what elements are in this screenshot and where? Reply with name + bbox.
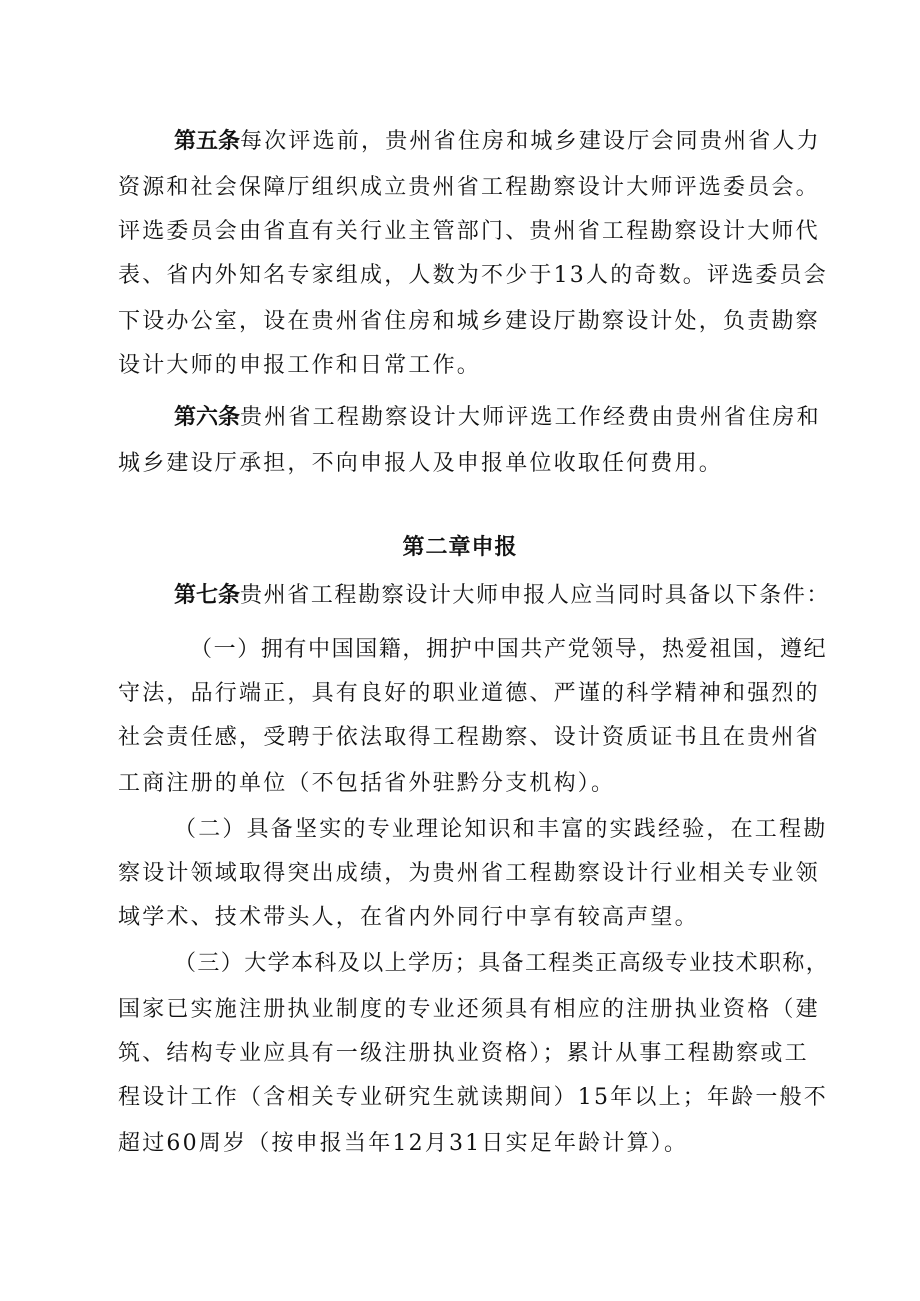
article7-line-1: 第七条贵州省工程勘察设计大师申报人应当同时具备以下条件： [174,583,831,608]
article7-label: 第七条 [174,583,241,608]
item1-line-1: （一）拥有中国国籍，拥护中国共产党领导，热爱祖国，遵纪 [190,637,828,662]
article6-line-1: 第六条贵州省工程勘察设计大师评选工作经费由贵州省住房和 [174,405,821,430]
item3-line-5: 超过60周岁（按申报当年12月31日实足年龄计算）。 [118,1131,689,1156]
item3-line-4: 程设计工作（含相关专业研究生就读期间）15年以上；年龄一般不 [118,1085,828,1110]
item3-line-2: 国家已实施注册执业制度的专业还须具有相应的注册执业资格（建 [118,997,820,1022]
article5-line-5: 下设办公室，设在贵州省住房和城乡建设厅勘察设计处，负责勘察 [118,309,820,334]
chapter-title: 第二章申报 [402,535,518,560]
item2-line-3: 域学术、技术带头人，在省内外同行中享有较高声望。 [118,905,699,930]
article5-line-4: 表、省内外知名专家组成，人数为不少于13人的奇数。评选委员会 [118,263,828,288]
item2-line-1: （二）具备坚实的专业理论知识和丰富的实践经验，在工程勘 [174,817,828,842]
item3-line-1: （三）大学本科及以上学历；具备工程类正高级专业技术职称， [174,951,830,976]
item1-line-2: 守法，品行端正，具有良好的职业道德、严谨的科学精神和强烈的 [118,681,820,706]
article5-line-1: 第五条每次评选前，贵州省住房和城乡建设厅会同贵州省人力 [174,129,821,154]
article5-label: 第五条 [174,129,241,154]
article5-line-2: 资源和社会保障厅组织成立贵州省工程勘察设计大师评选委员会。 [118,175,820,200]
article5-line-3: 评选委员会由省直有关行业主管部门、贵州省工程勘察设计大师代 [118,219,820,244]
item1-line-4: 工商注册的单位（不包括省外驻黔分支机构）。 [118,771,616,796]
article6-label: 第六条 [174,405,241,430]
item3-line-3: 筑、结构专业应具有一级注册执业资格）；累计从事工程勘察或工 [118,1041,809,1066]
article6-line-2: 城乡建设厅承担，不向申报人及申报单位收取任何费用。 [118,451,724,476]
item2-line-2: 察设计领域取得突出成绩，为贵州省工程勘察设计行业相关专业领 [118,861,820,886]
article5-line-6: 设计大师的申报工作和日常工作。 [118,353,482,378]
item1-line-3: 社会责任感，受聘于依法取得工程勘察、设计资质证书且在贵州省 [118,725,820,750]
